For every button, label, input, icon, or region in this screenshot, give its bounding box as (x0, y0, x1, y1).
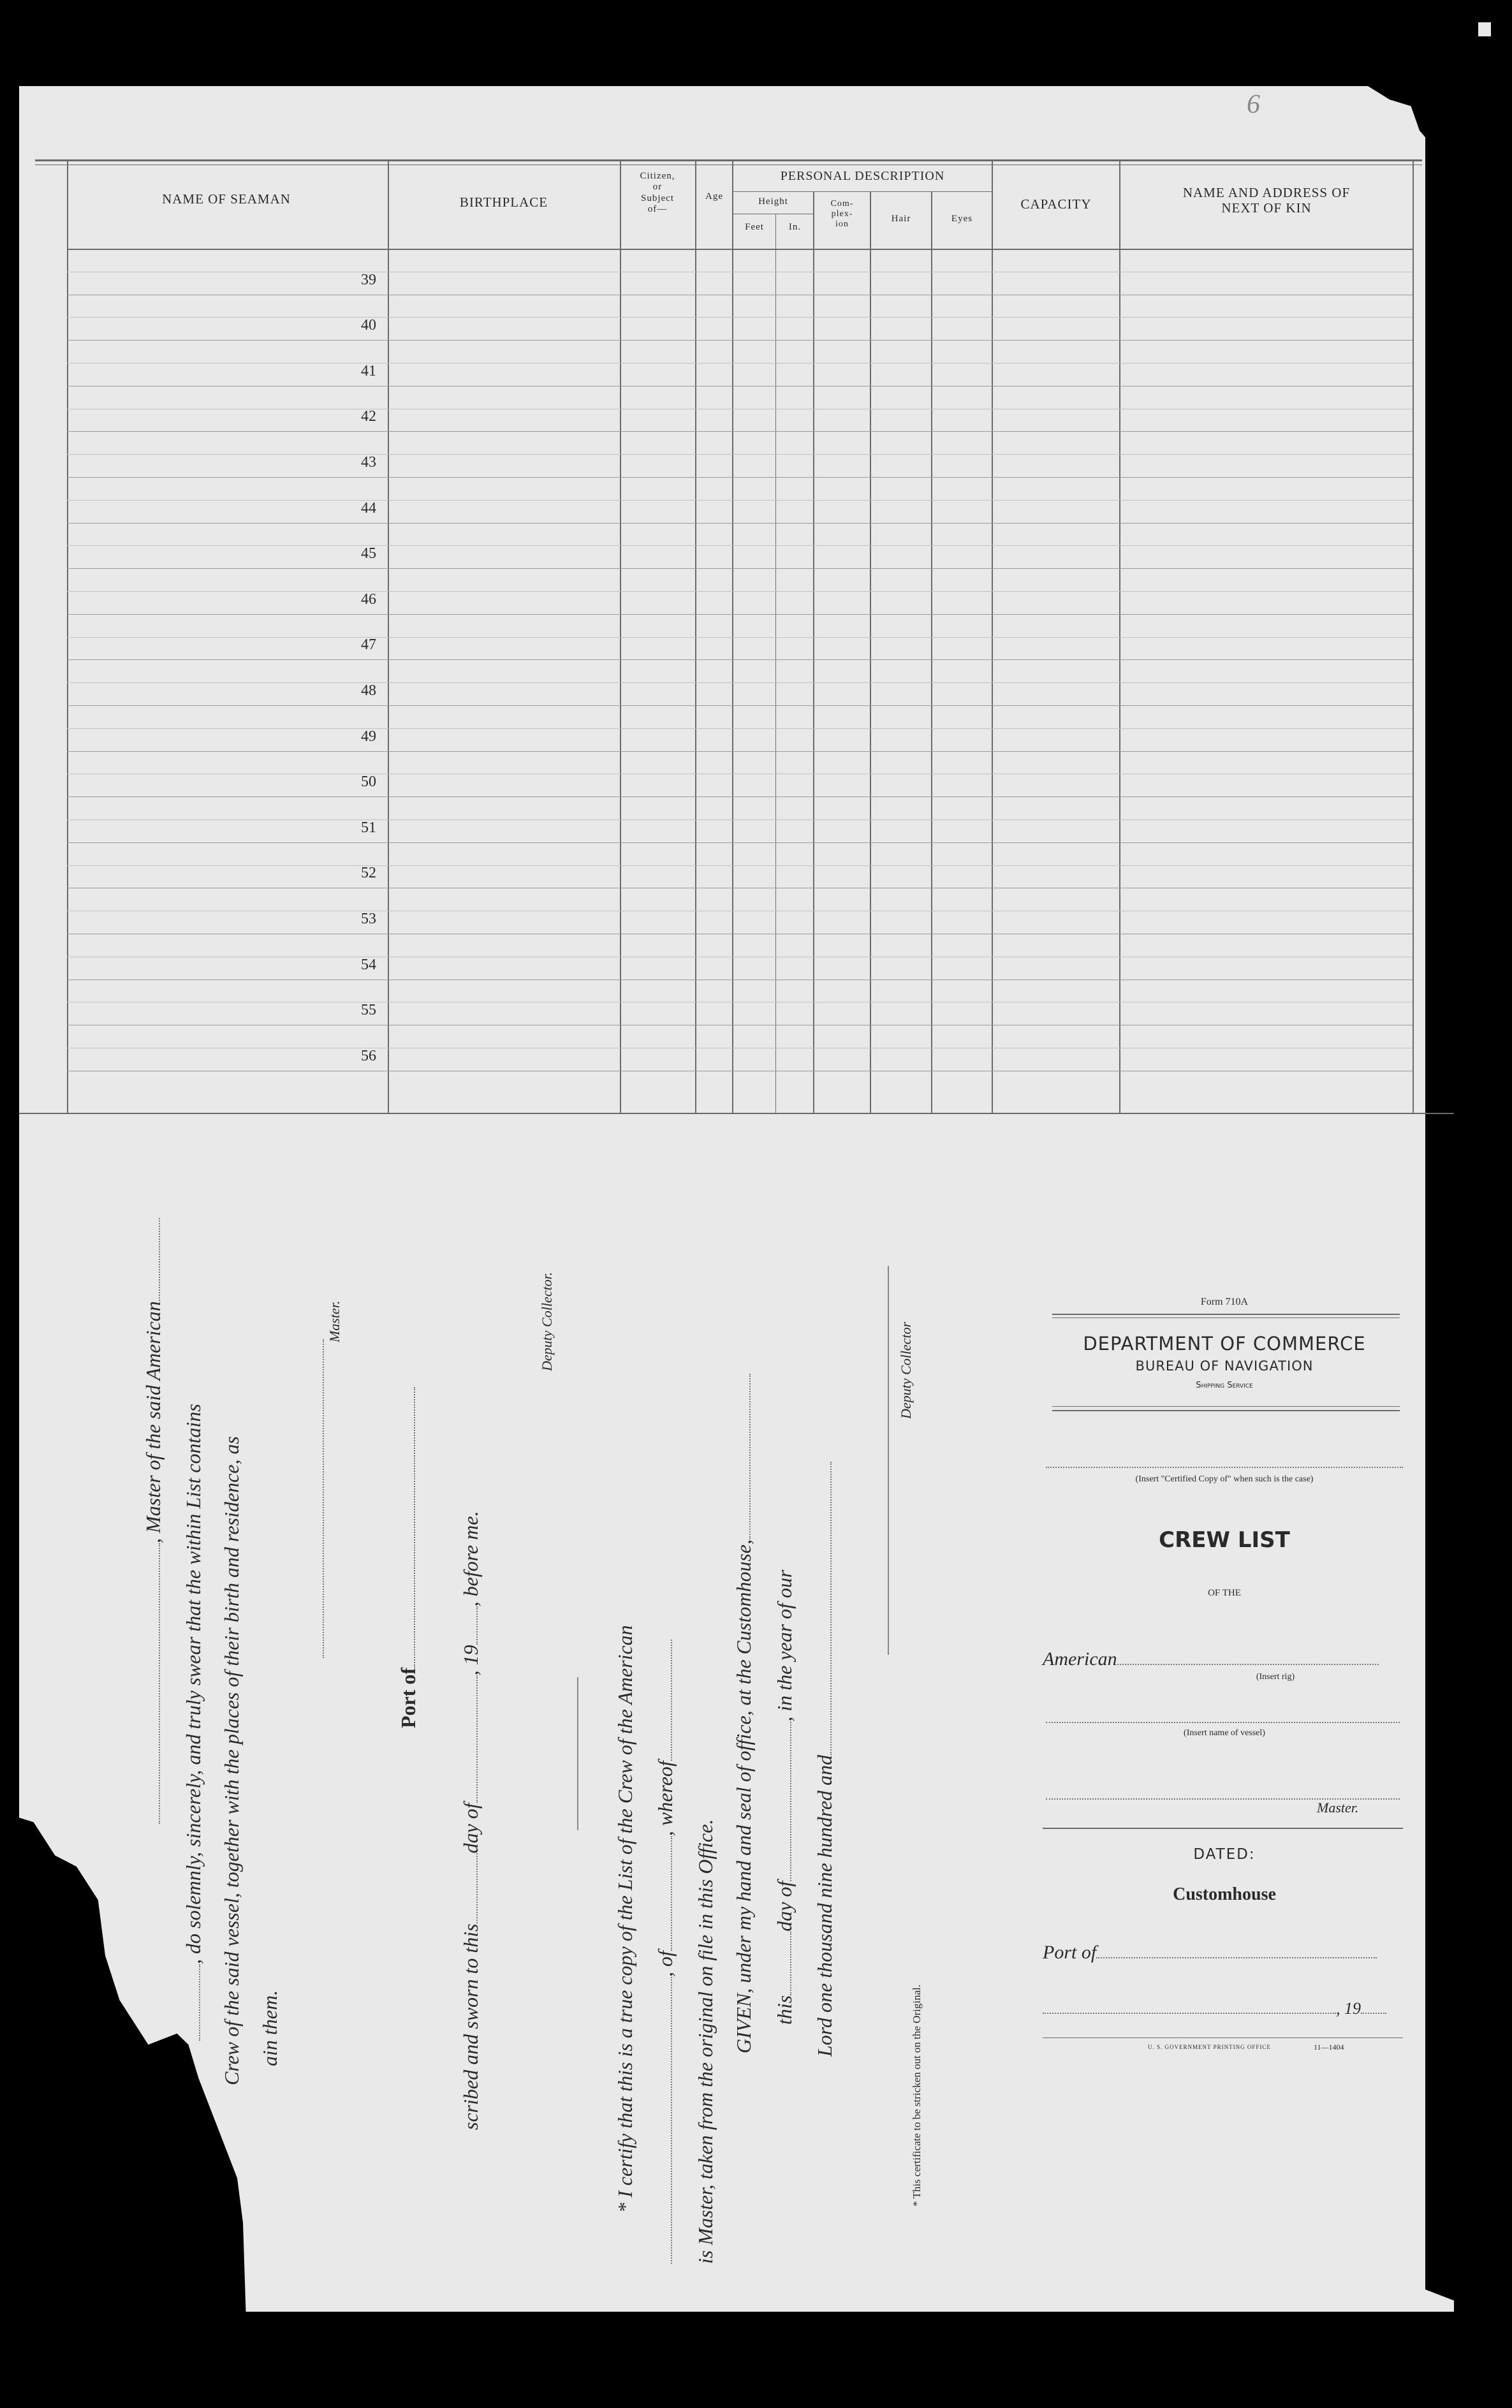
certificate-line-6 (813, 1462, 837, 2057)
oath-vessel-blank (159, 1218, 160, 1301)
row-number: 50 (361, 774, 376, 790)
customhouse-label: Customhouse (1173, 1884, 1276, 1904)
sworn-day-blank (476, 1853, 478, 1923)
certificate-line-3 (694, 1819, 717, 2264)
certificate-whereof: , whereof (654, 1761, 677, 1837)
row-subrule (67, 637, 1413, 638)
header-capacity: CAPACITY (1020, 196, 1092, 212)
sworn-line (459, 1511, 483, 2130)
row-number: 47 (361, 636, 376, 653)
insert-vessel-name: (Insert name of vessel) (1184, 1728, 1265, 1738)
certificate-line-4 (732, 1374, 756, 2053)
certificate-customhouse-blank (749, 1374, 751, 1539)
row-rule (67, 431, 1413, 432)
complexion-line-2: plex- (831, 209, 853, 219)
header-citizen (622, 171, 693, 215)
oath-signature-line (311, 1339, 328, 1658)
oath-line-2-text: , do solemnly, sincerely, and truly swear that the within List contains (182, 1404, 205, 1964)
citizen-line-4: of— (647, 203, 668, 214)
sworn-year-blank (476, 1606, 478, 1645)
corner-mark: 6 (1247, 90, 1260, 119)
citizen-line-3: Subject (641, 193, 674, 203)
row-subrule (67, 728, 1413, 729)
row-subrule (67, 545, 1413, 546)
of-the: OF THE (1208, 1588, 1241, 1598)
row-number: 52 (361, 865, 376, 881)
sworn-before-me: , before me. (459, 1511, 482, 1607)
row-number: 48 (361, 682, 376, 699)
sworn-month-blank (476, 1675, 478, 1803)
table-top-rule (35, 159, 1422, 161)
sworn-nineteen: , 19 (459, 1645, 482, 1676)
american-line (1043, 1648, 1400, 1670)
complexion-line-1: Com- (830, 199, 854, 209)
sworn-text: scribed and sworn to this (459, 1923, 482, 2130)
vessel-name-blank (1046, 1722, 1400, 1723)
row-number: 44 (361, 500, 376, 517)
kin-line-1: NAME AND ADDRESS OF (1182, 185, 1351, 200)
row-number: 53 (361, 911, 376, 927)
citizen-line-1: Citizen, (640, 171, 675, 181)
col-line-hair (931, 191, 932, 1114)
deputy-collector-2: Deputy Collector (898, 1321, 914, 1419)
master-signature-blank (323, 1339, 324, 1658)
port-of-text: Port of (397, 1667, 420, 1728)
certificate-line-6-text: Lord one thousand nine hundred and (813, 1754, 836, 2057)
row-subrule (67, 819, 1413, 820)
header-complexion (814, 199, 870, 230)
certificate-line-1-text: * I certify that this is a true copy of the List of the Crew of the American (613, 1625, 636, 2213)
deputy-signature-line-1 (577, 1677, 578, 1830)
row-number: 39 (361, 272, 376, 288)
department-title: DEPARTMENT OF COMMERCE (1083, 1333, 1366, 1354)
oath-line-2 (182, 1404, 205, 2041)
kin-line-2: NEXT OF KIN (1221, 200, 1312, 216)
cover-rule-bottom-final (1043, 2037, 1403, 2038)
cover-master-label: Master. (1317, 1800, 1359, 1816)
row-number: 42 (361, 408, 376, 425)
certificate-this: this (773, 1995, 796, 2025)
cover-year-blank (1361, 2013, 1386, 2014)
header-inches: In. (788, 222, 802, 232)
port-of-label (397, 1387, 420, 1728)
row-subrule (67, 317, 1413, 318)
rig-blank (1117, 1664, 1379, 1665)
row-number: 56 (361, 1048, 376, 1064)
cover-port-blank (1096, 1957, 1377, 1958)
cover-rule-master (1043, 1828, 1403, 1829)
col-line-complexion (870, 191, 871, 1114)
header-height: Height (758, 196, 788, 207)
certificate-line-5 (773, 1569, 796, 2025)
header-eyes: Eyes (951, 214, 973, 224)
certified-copy-blank (1046, 1467, 1403, 1468)
header-hair: Hair (891, 214, 911, 224)
certificate-line-2 (654, 1640, 677, 2264)
header-birthplace: BIRTHPLACE (459, 195, 548, 210)
deputy-signature-line-2 (888, 1266, 889, 1655)
row-rule (67, 477, 1413, 478)
header-bottom-rule (67, 249, 1413, 250)
row-number: 41 (361, 363, 376, 379)
col-line-right (1413, 161, 1414, 1114)
certificate-line-3-text: is Master, taken from the original on file in this Office. (694, 1819, 717, 2264)
row-subrule (67, 500, 1413, 501)
american-label: American (1043, 1648, 1117, 1670)
oath-line-4-text: ain them. (258, 1990, 281, 2066)
insert-certified-copy: (Insert "Certified Copy of" when such is the case) (1135, 1474, 1314, 1484)
oath-line-1 (142, 1218, 165, 1824)
printer-line (1148, 2044, 1271, 2050)
row-number: 46 (361, 591, 376, 608)
oath-master-label: Master. (327, 1300, 342, 1342)
row-rule (67, 340, 1413, 341)
header-next-of-kin (1120, 185, 1413, 216)
insert-rig: (Insert rig) (1256, 1672, 1295, 1682)
cover-date-blank (1043, 2013, 1336, 2014)
row-rule (67, 659, 1413, 660)
cover-rule-top (1052, 1314, 1400, 1315)
row-number: 43 (361, 454, 376, 471)
oath-blank-2 (199, 1964, 200, 2041)
port-of-blank (414, 1387, 415, 1668)
cover-rule-bottom-2 (1052, 1410, 1400, 1411)
row-number: 54 (361, 957, 376, 973)
crew-list-title: CREW LIST (1159, 1527, 1290, 1553)
row-rule (67, 751, 1413, 752)
cover-year: , 19 (1336, 1999, 1361, 2018)
dated-label: DATED: (1193, 1846, 1256, 1863)
citizen-line-2: or (652, 182, 663, 193)
oath-line-3-text: Crew of the said vessel, together with the places of their birth and residence, as (220, 1436, 243, 2085)
certificate-vessel-blank (671, 1977, 672, 2264)
row-subrule (67, 682, 1413, 683)
print-code: 11—1404 (1314, 2043, 1344, 2052)
row-rule (67, 523, 1413, 524)
deputy-collector-1: Deputy Collector. (539, 1272, 555, 1371)
cover-rule-bottom (1052, 1406, 1400, 1407)
certificate-of: , of (654, 1951, 677, 1977)
certificate-year-blank (830, 1462, 832, 1755)
row-number: 49 (361, 728, 376, 745)
row-subrule (67, 591, 1413, 592)
row-rule (67, 614, 1413, 615)
certificate-year-of-our: , in the year of our (773, 1569, 796, 1722)
personal-rule (732, 191, 992, 192)
certificate-master-blank (671, 1640, 672, 1761)
row-rule (67, 842, 1413, 843)
certificate-day-blank (790, 1932, 791, 1995)
cover-port-line (1043, 1942, 1403, 1964)
header-name-of-seaman: NAME OF SEAMAN (162, 191, 291, 207)
printer-text: U. S. GOVERNMENT PRINTING OFFICE (1148, 2044, 1271, 2050)
certificate-line-4-text: GIVEN, under my hand and seal of office, at the Customhouse, (732, 1539, 755, 2053)
shipping-service: Shipping Service (1196, 1381, 1253, 1390)
row-subrule (67, 865, 1413, 866)
row-rule (67, 705, 1413, 706)
row-number: 45 (361, 545, 376, 562)
cover-date-line (1043, 1999, 1403, 2018)
row-subrule (67, 454, 1413, 455)
header-age: Age (705, 191, 723, 202)
header-personal-description: PERSONAL DESCRIPTION (780, 169, 945, 183)
col-line-inches (813, 191, 814, 1114)
form-number: Form 710A (1200, 1296, 1249, 1307)
cover-port-label: Port of (1043, 1942, 1097, 1963)
row-rule (67, 568, 1413, 569)
row-number: 51 (361, 819, 376, 836)
edge-mark (1478, 22, 1491, 36)
certificate-line-1 (613, 1625, 637, 2213)
oath-line-3 (220, 1436, 244, 2085)
complexion-line-3: ion (835, 219, 849, 230)
table-bottom-rule (19, 1113, 1454, 1114)
bureau-title: BUREAU OF NAVIGATION (1135, 1358, 1314, 1374)
certificate-day-of: day of (773, 1881, 796, 1932)
oath-name-blank (159, 1543, 160, 1824)
oath-line-1-text: , Master of the said American (142, 1301, 165, 1543)
row-number: 55 (361, 1002, 376, 1018)
oath-line-4 (258, 1990, 282, 2066)
certificate-month-blank (790, 1722, 791, 1881)
certificate-port-blank (671, 1836, 672, 1951)
certificate-footnote: * This certificate to be stricken out on the Original. (911, 1984, 923, 2206)
header-feet: Feet (745, 222, 764, 232)
sworn-day-of: day of (459, 1803, 482, 1854)
row-number: 40 (361, 317, 376, 334)
